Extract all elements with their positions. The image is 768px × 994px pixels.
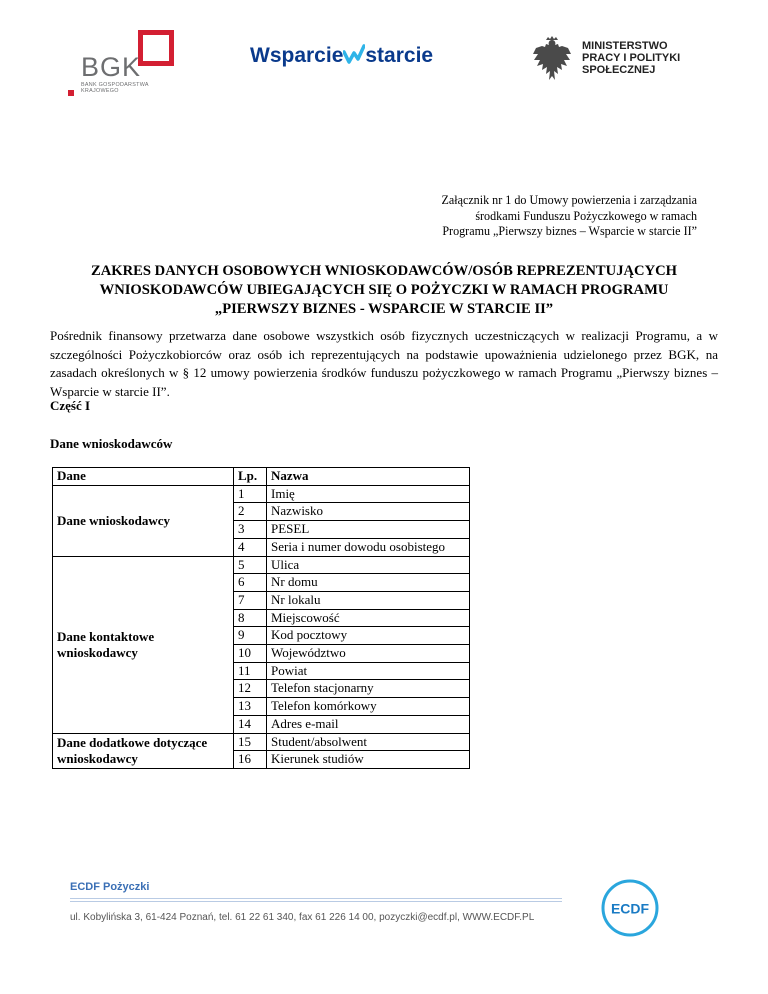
row-name: Imię bbox=[267, 485, 470, 503]
header-lp: Lp. bbox=[234, 468, 267, 486]
table-row bbox=[53, 556, 470, 574]
bgk-square-icon bbox=[138, 30, 174, 66]
row-name: Nr domu bbox=[267, 574, 470, 592]
program-logo-part2: starcie bbox=[365, 44, 434, 67]
bgk-logo bbox=[68, 30, 178, 100]
row-name: Miejscowość bbox=[267, 609, 470, 627]
row-name: Telefon stacjonarny bbox=[267, 680, 470, 698]
row-name: Nazwisko bbox=[267, 503, 470, 521]
row-number: 10 bbox=[234, 645, 267, 663]
section-heading: Część I bbox=[50, 398, 91, 413]
document-title: ZAKRES DANYCH OSOBOWYCH WNIOSKODAWCÓW/OSÓB REPREZENTUJĄCYCH WNIOSKODAWCÓW UBIEGAJĄCYCH SIĘ O POŻYCZKI W RAMACH PROGRAMU „PIERWSZY BIZNES - WSPARCIE W STARCIE II” bbox=[91, 263, 677, 317]
group-label: Dane wnioskodawcy bbox=[53, 485, 234, 556]
ecdf-logo-icon bbox=[600, 878, 660, 938]
row-name: Seria i numer dowodu osobistego bbox=[267, 538, 470, 556]
bgk-logo-subtitle: BANK GOSPODARSTWA KRAJOWEGO bbox=[81, 82, 149, 94]
row-number: 14 bbox=[234, 715, 267, 733]
checkmark-wave-icon bbox=[343, 44, 365, 64]
data-table bbox=[52, 467, 470, 769]
row-name: Nr lokalu bbox=[267, 591, 470, 609]
row-number: 7 bbox=[234, 591, 267, 609]
program-logo-part1: Wsparcie bbox=[250, 44, 344, 67]
row-number: 9 bbox=[234, 627, 267, 645]
group-label: Dane dodatkowe dotyczące wnioskodawcy bbox=[53, 733, 234, 768]
table-row bbox=[53, 485, 470, 503]
group-label: Dane kontaktowe wnioskodawcy bbox=[53, 556, 234, 733]
row-name: Województwo bbox=[267, 645, 470, 663]
row-name: Adres e-mail bbox=[267, 715, 470, 733]
row-name: Kod pocztowy bbox=[267, 627, 470, 645]
bgk-dot-icon bbox=[68, 90, 74, 96]
header-nazwa: Nazwa bbox=[267, 468, 470, 486]
ecdf-logo-text: ECDF bbox=[610, 900, 650, 917]
row-number: 2 bbox=[234, 503, 267, 521]
row-number: 11 bbox=[234, 662, 267, 680]
footer-title: ECDF Pożyczki bbox=[70, 881, 150, 893]
attachment-note: Załącznik nr 1 do Umowy powierzenia i zarządzania środkami Funduszu Pożyczkowego w ramach Programu „Pierwszy biznes – Wsparcie w starcie II” bbox=[441, 193, 697, 238]
table-row bbox=[53, 733, 470, 751]
eagle-emblem-icon bbox=[530, 36, 574, 88]
footer-divider bbox=[70, 901, 562, 902]
row-name: Ulica bbox=[267, 556, 470, 574]
ministry-name: MINISTERSTWO PRACY I POLITYKI SPOŁECZNEJ bbox=[582, 40, 681, 76]
footer-address: ul. Kobylińska 3, 61-424 Poznań, tel. 61 22 61 340, fax 61 226 14 00, pozyczki@ecdf.pl, WWW.ECDF.PL bbox=[70, 912, 535, 923]
program-logo bbox=[250, 44, 433, 68]
footer-divider bbox=[70, 898, 562, 899]
row-name: PESEL bbox=[267, 521, 470, 539]
row-number: 12 bbox=[234, 680, 267, 698]
row-number: 1 bbox=[234, 485, 267, 503]
row-number: 15 bbox=[234, 733, 267, 751]
row-number: 6 bbox=[234, 574, 267, 592]
row-number: 5 bbox=[234, 556, 267, 574]
intro-paragraph: Pośrednik finansowy przetwarza dane osobowe wszystkich osób fizycznych uczestniczących w realizacji Programu, a w szczególności Pożyczkobiorców oraz osób ich reprezentujących na podstawie upoważnienia udzielonego przez BGK, na zasadach określonych w § 12 umowy powierzenia środków funduszu pożyczkowego w ramach Programu „Pierwszy biznes – Wsparcie w starcie II”. bbox=[50, 328, 718, 399]
row-name: Student/absolwent bbox=[267, 733, 470, 751]
row-name: Telefon komórkowy bbox=[267, 698, 470, 716]
row-number: 8 bbox=[234, 609, 267, 627]
table-header-row bbox=[53, 468, 470, 486]
bgk-logo-word: BGK bbox=[81, 52, 142, 82]
row-name: Powiat bbox=[267, 662, 470, 680]
row-name: Kierunek studiów bbox=[267, 751, 470, 769]
subsection-heading: Dane wnioskodawców bbox=[50, 436, 173, 451]
row-number: 3 bbox=[234, 521, 267, 539]
row-number: 13 bbox=[234, 698, 267, 716]
ministry-logo bbox=[530, 36, 710, 96]
row-number: 16 bbox=[234, 751, 267, 769]
header-dane: Dane bbox=[53, 468, 234, 486]
row-number: 4 bbox=[234, 538, 267, 556]
